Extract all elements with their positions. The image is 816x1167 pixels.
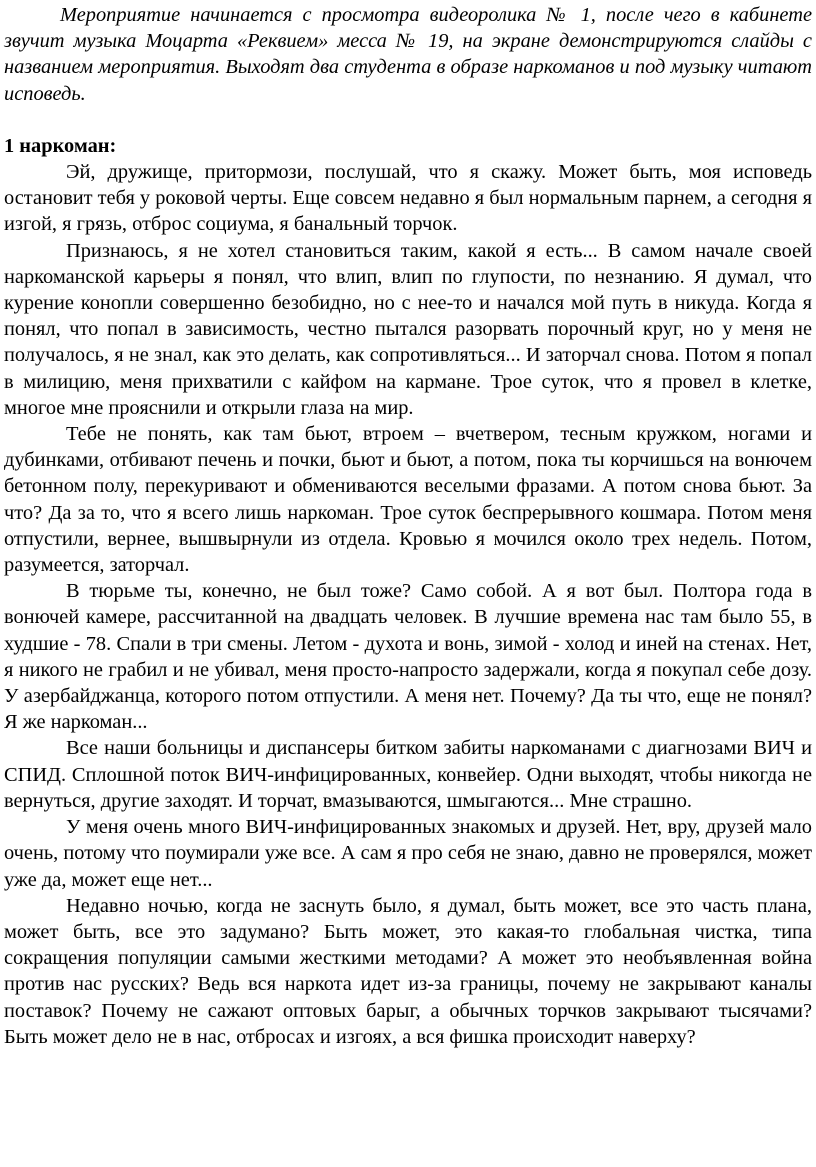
speaker-heading: 1 наркоман: — [4, 134, 117, 157]
blank-line — [4, 107, 812, 133]
monologue-paragraph-6: У меня очень много ВИЧ-инфицированных знакомых и друзей. Нет, вру, друзей мало очень, потому что поумирали уже все. А сам я про себя не знаю, давно не проверялся, может уже да, может еще нет... — [4, 816, 812, 891]
monologue-paragraph-3: Тебе не понять, как там бьют, втроем – вчетвером, тесным кружком, ногами и дубинками, отбивают печень и почки, бьют и бьют, а потом, пока ты корчишься на вонючем бетонном полу, перекуривают и обмениваются веселыми фразами. А потом снова бьют. За что? Да за то, что я всего лишь наркоман. Трое суток беспрерывного кошмара. Потом меня отпустили, вернее, вышвырнули из отдела. Кровью я мочился около трех недель. Потом, разумеется, заторчал. — [4, 423, 812, 577]
stage-direction-intro: Мероприятие начинается с просмотра видеоролика № 1, после чего в кабинете звучит музыка Моцарта «Реквием» месса № 19, на экране демонстрируются слайды с названием мероприятия. Выходят два студента в образе наркоманов и под музыку читают исповедь. — [4, 4, 812, 105]
monologue-paragraph-5: Все наши больницы и диспансеры битком забиты наркоманами с диагнозами ВИЧ и СПИД. Сплошной поток ВИЧ-инфицированных, конвейер. Одни выходят, чтобы никогда не вернуться, другие заходят. И торчат, вмазываются, шмыгаются... Мне страшно. — [4, 737, 812, 812]
monologue-paragraph-4: В тюрьме ты, конечно, не был тоже? Само собой. А я вот был. Полтора года в вонючей камере, рассчитанной на двадцать человек. В лучшие времена нас там было 55, в худшие - 78. Спали в три смены. Летом - духота и вонь, зимой - холод и иней на стенах. Нет, я никого не грабил и не убивал, меня просто-напросто задержали, когда я покупал себе дозу. У азербайджанца, которого потом отпустили. А меня нет. Почему? Да ты что, еще не понял? Я же наркоман... — [4, 580, 812, 734]
monologue-paragraph-1: Эй, дружище, притормози, послушай, что я скажу. Может быть, моя исповедь остановит тебя у роковой черты. Еще совсем недавно я был нормальным парнем, а сегодня я изгой, я грязь, отброс социума, я банальный торчок. — [4, 161, 812, 236]
monologue-paragraph-7: Недавно ночью, когда не заснуть было, я думал, быть может, все это часть плана, может быть, все это задумано? Быть может, это какая-то глобальная чистка, типа сокращения популяции самыми жесткими методами? А может это необъявленная война против нас русских? Ведь вся наркота идет из-за границы, почему не закрывают каналы поставок? Почему не сажают оптовых барыг, а обычных торчков закрывают тысячами? Быть может дело не в нас, отбросах и изгоях, а вся фишка происходит наверху? — [4, 894, 812, 1048]
monologue-paragraph-2: Признаюсь, я не хотел становиться таким, какой я есть... В самом начале своей наркоманской карьеры я понял, что влип, влип по глупости, по незнанию. Я думал, что курение конопли совершенно безобидно, но с нее-то и начался мой путь в никуда. Когда я понял, что попал в зависимость, честно пытался разорвать порочный круг, но у меня не получалось, я не знал, как это делать, как сопротивляться... И заторчал снова. Потом я попал в милицию, меня прихватили с кайфом на кармане. Трое суток, что я провел в клетке, многое мне прояснили и открыли глаза на мир. — [4, 239, 812, 419]
